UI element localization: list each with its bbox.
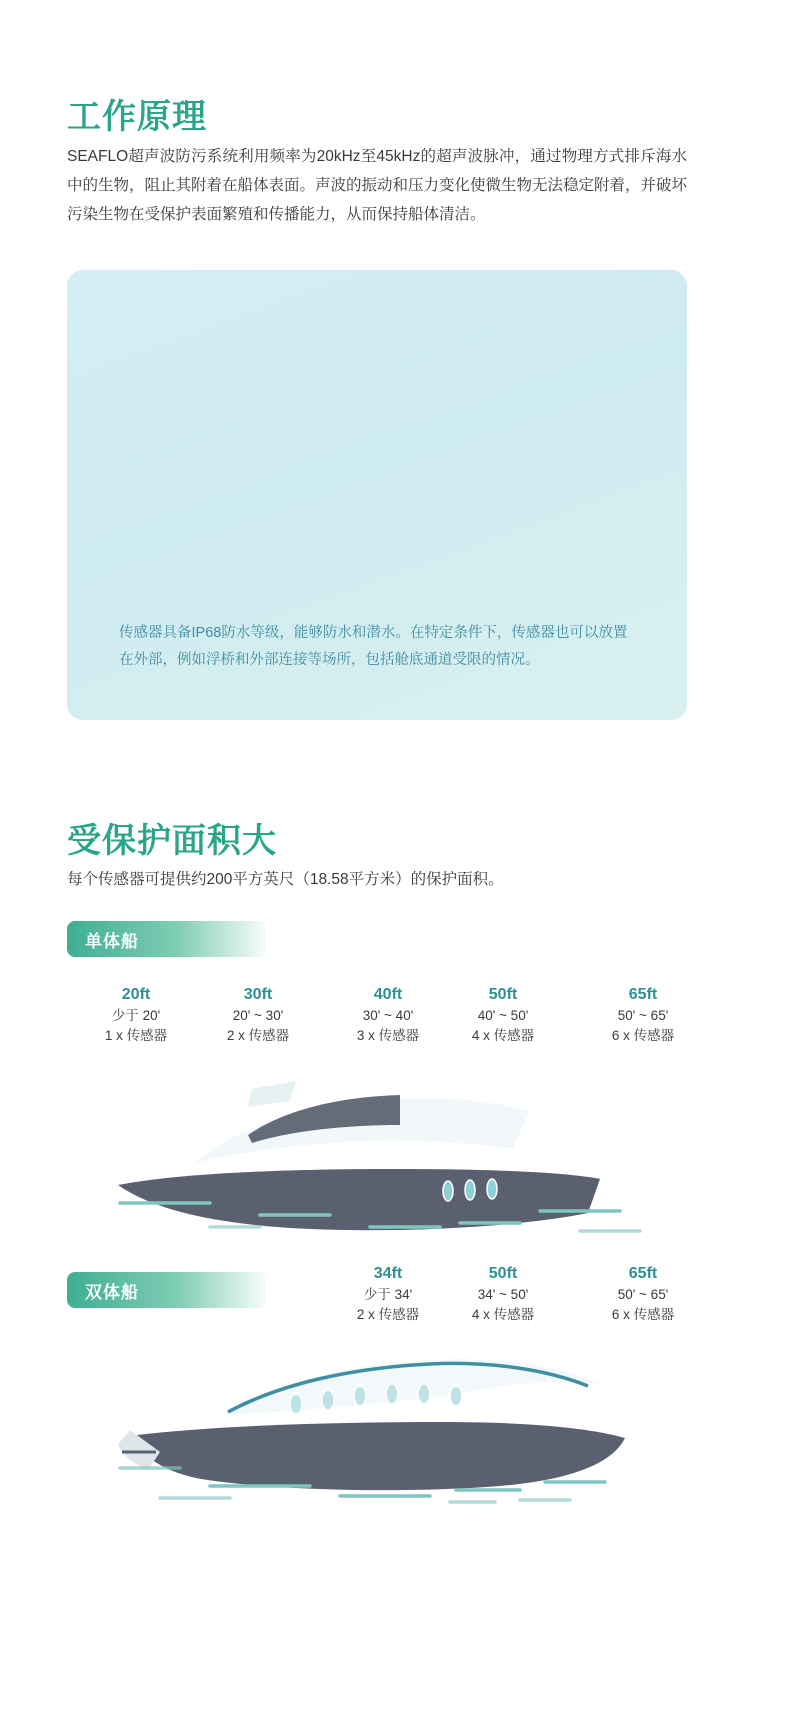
- principle-paragraph: SEAFLO超声波防污系统利用频率为20kHz至45kHz的超声波脉冲，通过物理方式排斥海水中的生物，阻止其附着在船体表面。声波的振动和压力变化使微生物无法稳定附着，并破坏污染生物在受保护表面繁殖和传播能力，从而保持船体清洁。: [67, 147, 688, 223]
- hull-type-label: 单体船: [85, 931, 139, 951]
- size-range-label: 34' ~ 50': [477, 1287, 529, 1302]
- size-sensors-label: 2 x 传感器: [356, 1307, 420, 1322]
- size-range-label: 30' ~ 40': [362, 1008, 414, 1023]
- ip68-note: 传感器具备IP68防水等级，能够防水和潜水。在特定条件下，传感器也可以放置在外部，例如浮桥和外部连接等场所，包括舱底通道受限的情况。: [119, 624, 628, 668]
- size-column-mono-50ft: [443, 984, 563, 1046]
- size-column-mono-65ft: [583, 984, 703, 1046]
- size-sensors-label: 6 x 传感器: [611, 1028, 675, 1043]
- size-sensors-label: 6 x 传感器: [611, 1307, 675, 1322]
- hull-type-chip-catamaran: [67, 1272, 267, 1308]
- size-column-mono-30ft: [198, 984, 318, 1046]
- monohull-illustration: [100, 1055, 700, 1255]
- catamaran-illustration: [100, 1340, 700, 1540]
- cat-hull: [130, 1422, 625, 1490]
- size-sensors-label: 2 x 传感器: [226, 1028, 290, 1043]
- size-range-label: 少于 34': [363, 1287, 413, 1302]
- size-ft-label: 30ft: [243, 986, 273, 1003]
- size-ft-label: 20ft: [121, 986, 151, 1003]
- mono-windshield: [248, 1081, 296, 1107]
- size-column-cat-50ft: [443, 1263, 563, 1325]
- size-column-mono-20ft: [76, 984, 196, 1046]
- hull-type-chip-monohull: [67, 921, 267, 957]
- size-ft-label: 65ft: [628, 1265, 658, 1282]
- size-ft-label: 50ft: [488, 1265, 518, 1282]
- size-range-label: 50' ~ 65': [617, 1287, 669, 1302]
- size-column-cat-65ft: [583, 1263, 703, 1325]
- size-ft-label: 40ft: [373, 986, 403, 1003]
- hull-type-label: 双体船: [85, 1282, 139, 1302]
- size-range-label: 50' ~ 65': [617, 1008, 669, 1023]
- size-sensors-label: 4 x 传感器: [471, 1028, 535, 1043]
- size-sensors-label: 4 x 传感器: [471, 1307, 535, 1322]
- principle-illustration-card: [67, 270, 687, 720]
- size-ft-label: 50ft: [488, 986, 518, 1003]
- coverage-paragraph: 每个传感器可提供约200平方英尺（18.58平方米）的保护面积。: [67, 870, 504, 888]
- mono-hull: [118, 1169, 600, 1230]
- size-ft-label: 65ft: [628, 986, 658, 1003]
- mono-porthole-group: [443, 1179, 497, 1201]
- size-column-cat-34ft: [328, 1263, 448, 1325]
- page-title-principle: 工作原理: [67, 97, 207, 136]
- size-range-label: 40' ~ 50': [477, 1008, 529, 1023]
- page-title-coverage: 受保护面积大: [67, 821, 277, 860]
- size-range-label: 少于 20': [111, 1008, 161, 1023]
- size-sensors-label: 1 x 传感器: [104, 1028, 168, 1043]
- size-sensors-label: 3 x 传感器: [356, 1028, 420, 1043]
- size-ft-label: 34ft: [373, 1265, 403, 1282]
- size-column-mono-40ft: [328, 984, 448, 1046]
- size-range-label: 20' ~ 30': [232, 1008, 284, 1023]
